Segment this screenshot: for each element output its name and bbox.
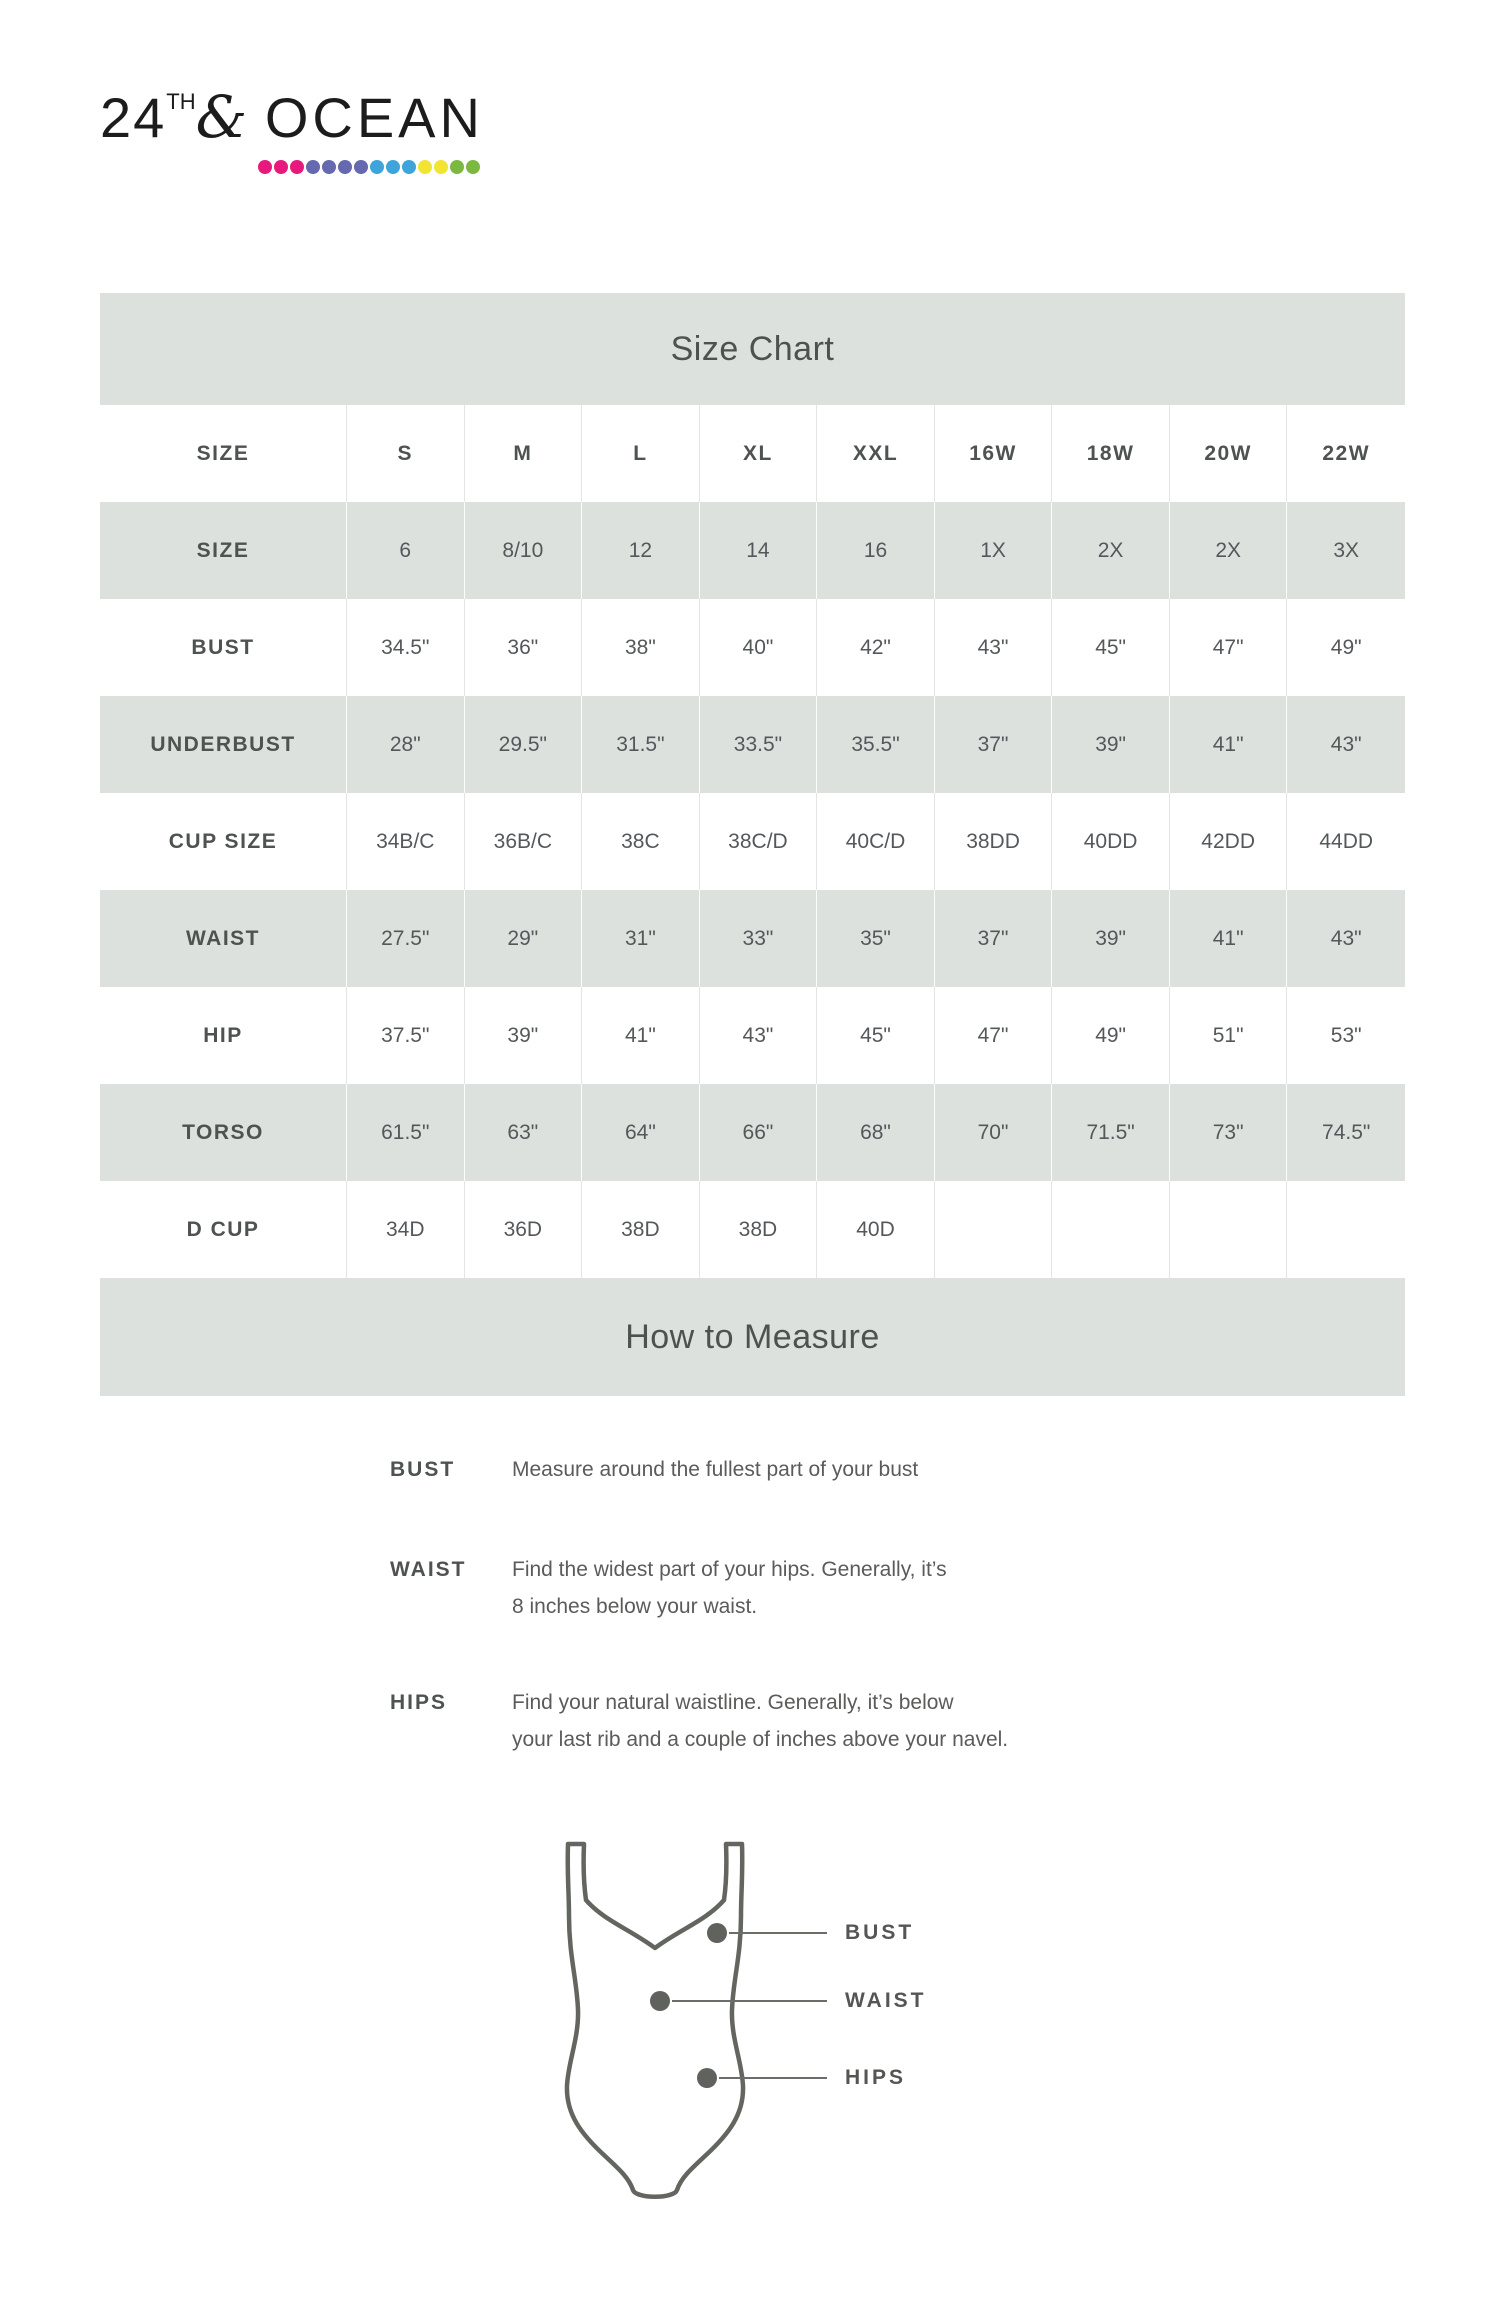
table-cell — [1052, 1181, 1170, 1278]
table-row — [100, 1084, 1405, 1181]
hips-point-dot — [697, 2068, 717, 2088]
table-cell: 1X — [935, 502, 1053, 599]
logo-dot-icon — [386, 160, 400, 174]
table-cell: 37" — [935, 890, 1053, 987]
logo-dot-icon — [370, 160, 384, 174]
table-cell: 40D — [817, 1181, 935, 1278]
table-cell: 22W — [1322, 441, 1371, 465]
row-label: UNDERBUST — [100, 696, 347, 793]
table-cell: 47" — [935, 987, 1053, 1084]
table-cell: 49" — [1052, 987, 1170, 1084]
measure-text — [512, 1684, 1152, 1758]
table-cell: 36D — [465, 1181, 583, 1278]
row-label: BUST — [100, 599, 347, 696]
logo-dot-icon — [434, 160, 448, 174]
diagram-label-waist: WAIST — [845, 1989, 927, 2012]
row-label: TORSO — [100, 1084, 347, 1181]
diagram-label-bust: BUST — [845, 1921, 915, 1944]
table-cell: 68" — [817, 1084, 935, 1181]
table-cell: 40DD — [1052, 793, 1170, 890]
table-cell — [1287, 1181, 1405, 1278]
table-cell: 29" — [465, 890, 583, 987]
table-cell: 14 — [700, 502, 818, 599]
table-cell: 35" — [817, 890, 935, 987]
table-cell: 49" — [1330, 635, 1362, 659]
table-cell: M — [465, 405, 583, 502]
table-cell: 51" — [1170, 987, 1288, 1084]
table-cell: 43" — [700, 987, 818, 1084]
table-cell: 41" — [1170, 890, 1288, 987]
swimsuit-outline-icon — [555, 1838, 845, 2208]
table-cell: 38D — [582, 1181, 700, 1278]
table-cell: 74.5" — [1322, 1120, 1371, 1144]
table-cell: 36" — [465, 599, 583, 696]
measure-text-line: Find the widest part of your hips. Generally, it’s — [512, 1558, 947, 1581]
brand-logo — [100, 83, 484, 174]
table-cell: 64" — [582, 1084, 700, 1181]
table-cell: 40C/D — [817, 793, 935, 890]
table-cell — [1170, 1181, 1288, 1278]
table-cell: 31" — [582, 890, 700, 987]
table-cell: 39" — [465, 987, 583, 1084]
table-cell: 34B/C — [347, 793, 465, 890]
table-cell: 66" — [700, 1084, 818, 1181]
row-label: CUP SIZE — [100, 793, 347, 890]
table-cell: 44DD — [1319, 829, 1374, 853]
row-label: HIP — [100, 987, 347, 1084]
table-cell: 43" — [1330, 732, 1362, 756]
measure-text-line: 8 inches below your waist. — [512, 1595, 758, 1618]
table-cell: 33.5" — [700, 696, 818, 793]
row-label: D CUP — [100, 1181, 347, 1278]
table-cell: 42" — [817, 599, 935, 696]
table-cell: 36B/C — [465, 793, 583, 890]
measurement-diagram — [555, 1838, 1075, 2218]
table-cell: 43" — [935, 599, 1053, 696]
table-cell: 53" — [1330, 1023, 1362, 1047]
brand-logo-text — [100, 83, 484, 151]
table-row — [100, 502, 1405, 599]
table-cell: 40" — [700, 599, 818, 696]
size-chart-title: Size Chart — [100, 293, 1405, 405]
measure-text-line: Measure around the fullest part of your bust — [512, 1458, 919, 1481]
logo-th: TH — [166, 89, 196, 114]
table-row — [100, 987, 1405, 1084]
table-cell: 3X — [1333, 538, 1360, 562]
table-cell: 41" — [582, 987, 700, 1084]
table-cell: 6 — [347, 502, 465, 599]
table-cell: 39" — [1052, 890, 1170, 987]
measure-label: WAIST — [390, 1558, 467, 1581]
table-cell: 18W — [1052, 405, 1170, 502]
table-cell: 31.5" — [582, 696, 700, 793]
diagram-label-hips: HIPS — [845, 2066, 907, 2089]
table-cell: 16W — [935, 405, 1053, 502]
logo-ampersand-icon: & — [195, 83, 248, 151]
table-cell: 20W — [1170, 405, 1288, 502]
measure-text-line: Find your natural waistline. Generally, it’s below — [512, 1691, 954, 1714]
table-row — [100, 599, 1405, 696]
bust-point-dot — [707, 1923, 727, 1943]
table-cell: 34.5" — [347, 599, 465, 696]
table-cell: 37.5" — [347, 987, 465, 1084]
measure-text — [512, 1551, 1152, 1625]
logo-dot-icon — [354, 160, 368, 174]
table-row — [100, 696, 1405, 793]
measure-item-bust — [390, 1451, 1152, 1488]
logo-dot-icon — [322, 160, 336, 174]
table-cell: 34D — [347, 1181, 465, 1278]
logo-dot-icon — [306, 160, 320, 174]
table-cell: 38DD — [935, 793, 1053, 890]
measure-item-hips — [390, 1684, 1152, 1758]
table-cell: 73" — [1170, 1084, 1288, 1181]
table-cell: L — [582, 405, 700, 502]
table-cell: 2X — [1170, 502, 1288, 599]
table-cell: 63" — [465, 1084, 583, 1181]
table-cell: 43" — [1330, 926, 1362, 950]
table-cell: 37" — [935, 696, 1053, 793]
logo-dot-icon — [418, 160, 432, 174]
table-cell: 8/10 — [465, 502, 583, 599]
measure-label: BUST — [390, 1458, 456, 1481]
measure-text — [512, 1451, 1152, 1488]
table-cell: 38" — [582, 599, 700, 696]
table-cell: 12 — [582, 502, 700, 599]
table-cell: 38D — [700, 1181, 818, 1278]
waist-point-dot — [650, 1991, 670, 2011]
table-cell: 39" — [1052, 696, 1170, 793]
measure-label: HIPS — [390, 1691, 448, 1714]
logo-number: 24 — [100, 86, 167, 149]
table-cell: 33" — [700, 890, 818, 987]
measure-item-waist — [390, 1551, 1152, 1625]
table-cell: 61.5" — [347, 1084, 465, 1181]
table-cell: 41" — [1170, 696, 1288, 793]
row-label: SIZE — [100, 405, 347, 502]
table-row — [100, 405, 1405, 502]
table-cell: 29.5" — [465, 696, 583, 793]
table-cell: 45" — [817, 987, 935, 1084]
table-cell: XXL — [817, 405, 935, 502]
measure-text-line: your last rib and a couple of inches above your navel. — [512, 1728, 1009, 1751]
logo-dot-icon — [402, 160, 416, 174]
table-cell: 38C/D — [700, 793, 818, 890]
logo-dot-icon — [450, 160, 464, 174]
logo-dot-icon — [258, 160, 272, 174]
logo-dot-icon — [290, 160, 304, 174]
table-row — [100, 793, 1405, 890]
table-cell: 28" — [347, 696, 465, 793]
size-chart-rows — [100, 405, 1405, 1278]
table-cell: 2X — [1052, 502, 1170, 599]
table-cell: 16 — [817, 502, 935, 599]
table-cell: 42DD — [1170, 793, 1288, 890]
table-row — [100, 890, 1405, 987]
logo-color-dots — [258, 160, 484, 174]
size-chart — [100, 293, 1405, 1396]
table-cell: 71.5" — [1052, 1084, 1170, 1181]
logo-ocean: OCEAN — [264, 86, 484, 149]
table-row — [100, 1181, 1405, 1278]
how-to-measure-title: How to Measure — [100, 1278, 1405, 1396]
row-label: WAIST — [100, 890, 347, 987]
table-cell: XL — [700, 405, 818, 502]
table-cell: 27.5" — [347, 890, 465, 987]
table-cell: S — [347, 405, 465, 502]
logo-dot-icon — [338, 160, 352, 174]
table-cell: 45" — [1052, 599, 1170, 696]
table-cell: 38C — [582, 793, 700, 890]
table-cell: 35.5" — [817, 696, 935, 793]
table-cell: 47" — [1170, 599, 1288, 696]
row-label: SIZE — [100, 502, 347, 599]
table-cell: 70" — [935, 1084, 1053, 1181]
table-cell — [935, 1181, 1053, 1278]
logo-dot-icon — [274, 160, 288, 174]
logo-dot-icon — [466, 160, 480, 174]
